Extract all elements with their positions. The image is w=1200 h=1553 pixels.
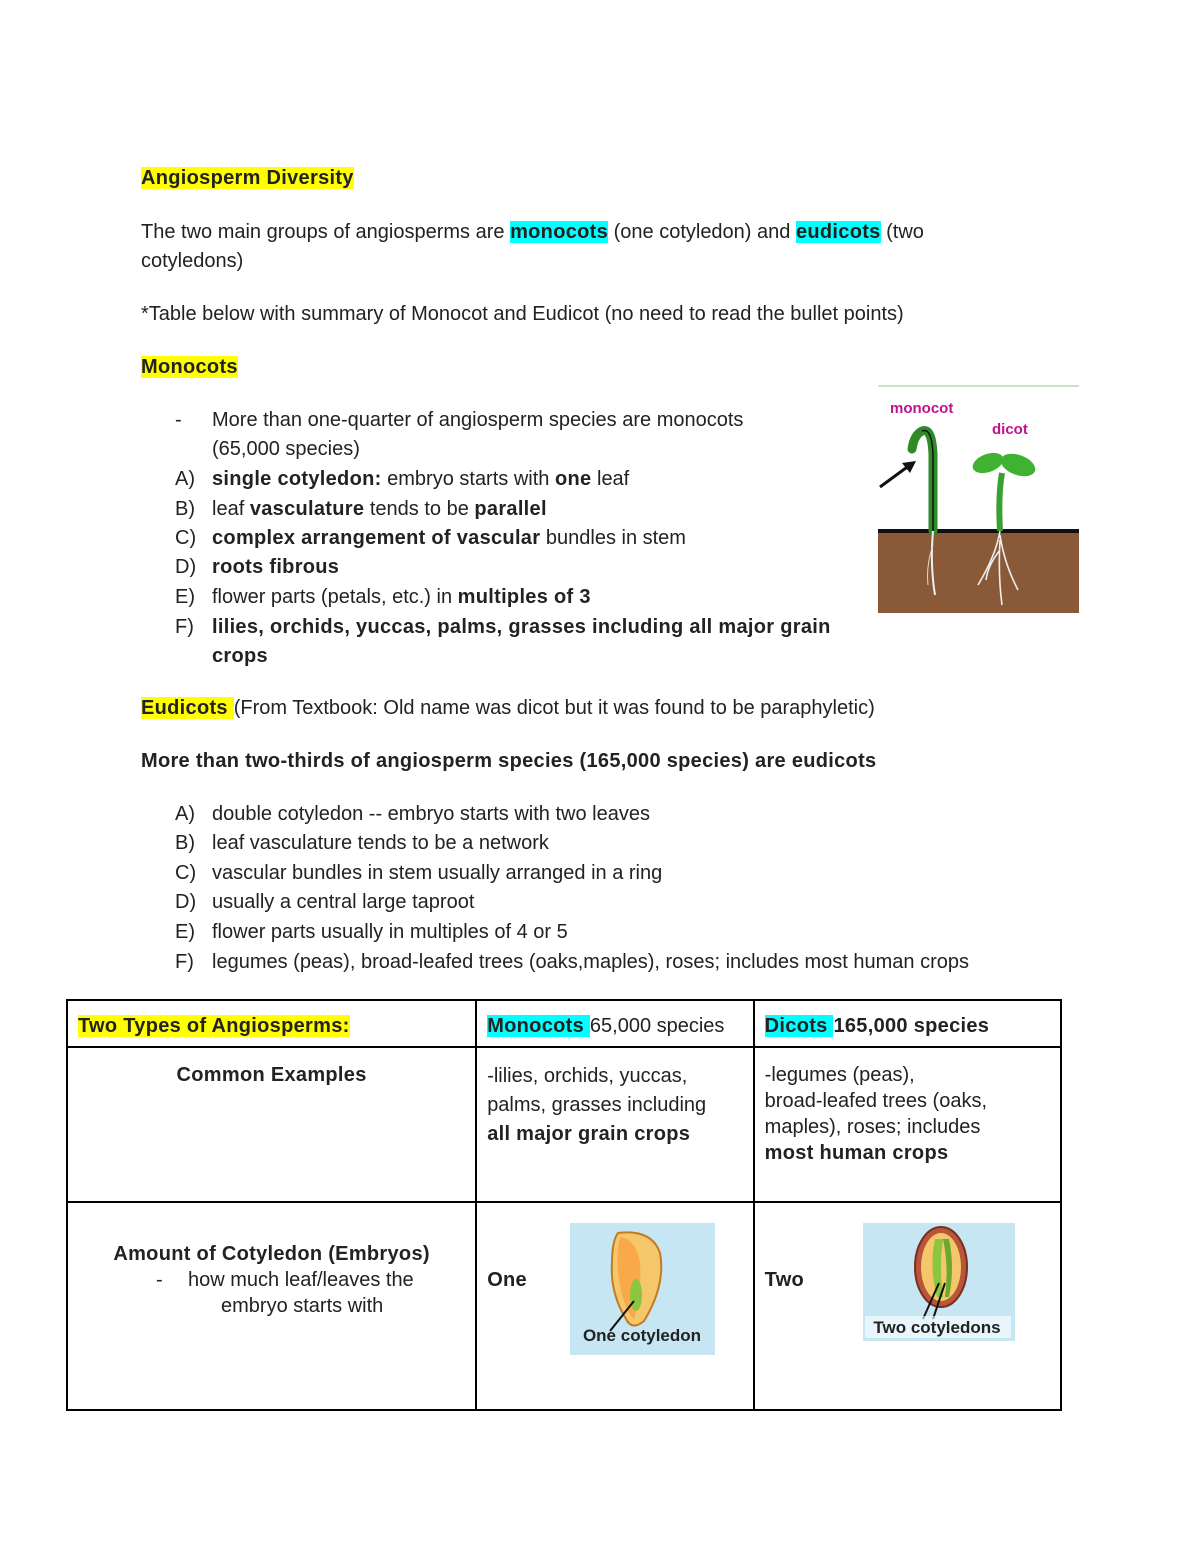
list-marker: B)	[175, 832, 195, 854]
list-marker: F)	[175, 616, 194, 638]
list-marker: E)	[175, 586, 195, 608]
eudicots-summary	[141, 748, 876, 774]
eudicots-heading-text: Eudicots	[141, 697, 234, 719]
header-col3-highlight: Dicots	[764, 1015, 834, 1037]
row-label-cotyledon: Amount of Cotyledon (Embryos)	[113, 1243, 430, 1265]
list-marker: A)	[175, 803, 195, 825]
dicot-label: dicot	[992, 421, 1028, 438]
list-text: vascular bundles in stem usually arranged in a ring	[212, 862, 663, 884]
table-row	[67, 1047, 1061, 1202]
list-text: usually a central large taproot	[212, 891, 475, 913]
table-row	[67, 1202, 1061, 1410]
header-col1: Two Types of Angiosperms:	[78, 1015, 350, 1037]
list-item-text: More than one-quarter of angiosperm species are monocots	[212, 409, 744, 431]
list-text: bundles in stem	[540, 527, 686, 549]
table-cell	[67, 1047, 476, 1202]
monocot-cotyledon-count: One	[487, 1269, 527, 1291]
monocots-heading-text: Monocots	[141, 356, 238, 378]
list-bold: multiples of 3	[457, 586, 591, 608]
list-marker: F)	[175, 951, 194, 973]
table-cell	[754, 1202, 1061, 1410]
list-text: leaf vasculature tends to be a network	[212, 832, 549, 854]
monocot-seed-image	[570, 1223, 715, 1355]
header-col2-rest: 65,000 species	[589, 1015, 725, 1037]
list-bold: single cotyledon:	[212, 468, 382, 490]
list-marker: D)	[175, 556, 197, 578]
dicot-stem	[999, 473, 1002, 531]
header-col2-highlight: Monocots	[487, 1015, 590, 1037]
list-marker: D)	[175, 891, 197, 913]
eudicots-summary-text: More than two-thirds of angiosperm species (165,000 species) are eudicots	[141, 750, 877, 772]
sub-bullet-text: how much leaf/leaves the	[188, 1269, 414, 1291]
list-item-text: (65,000 species)	[212, 438, 360, 460]
header-col3-rest: 165,000 species	[833, 1015, 990, 1037]
cell-text: maples), roses; includes	[764, 1116, 981, 1138]
header-cell	[476, 1000, 753, 1047]
eudicots-heading	[141, 695, 875, 721]
title-text: Angiosperm Diversity	[141, 167, 354, 189]
list-bold: one	[554, 468, 592, 490]
intro-text-3: (two	[880, 221, 924, 243]
monocot-label: monocot	[890, 400, 954, 417]
list-marker: C)	[175, 527, 197, 549]
doc-title	[141, 165, 354, 191]
list-bold: crops	[212, 645, 268, 667]
table-cell	[754, 1047, 1061, 1202]
dicot-seed-caption: Two cotyledons	[873, 1318, 1001, 1337]
intro-text-1: The two main groups of angiosperms are	[141, 221, 511, 243]
row-label-common-examples: Common Examples	[176, 1064, 367, 1086]
sub-bullet: - how much leaf/leaves the embryo starts with	[156, 1269, 414, 1317]
table-note: *Table below with summary of Monocot and Eudicot (no need to read the bullet points)	[141, 303, 904, 325]
list-text: tends to be	[364, 498, 475, 520]
dicot-cotyledon-count: Two	[764, 1269, 805, 1291]
table-header-row	[67, 1000, 1061, 1047]
dicot-seed-image	[863, 1223, 1015, 1341]
table-cell	[476, 1202, 753, 1410]
comparison-table	[66, 999, 1062, 1411]
cell-text: broad-leafed trees (oaks,	[764, 1090, 988, 1112]
monocots-heading	[141, 354, 238, 380]
list-bold: complex arrangement of vascular	[212, 527, 541, 549]
soil	[878, 531, 1079, 613]
intro-text-2: (one cotyledon) and	[608, 221, 796, 243]
cell-text: -legumes (peas),	[764, 1064, 915, 1086]
cell-bold: most human crops	[764, 1142, 949, 1164]
cell-text: palms, grasses including	[487, 1094, 707, 1116]
list-bold: lilies, orchids, yuccas, palms, grasses including all major grain	[212, 616, 831, 638]
seedling-figure	[878, 385, 1079, 613]
list-bold: roots fibrous	[212, 556, 340, 578]
list-bold: parallel	[474, 498, 547, 520]
list-text: flower parts usually in multiples of 4 or 5	[212, 921, 568, 943]
list-marker: C)	[175, 862, 197, 884]
intro-line-2: cotyledons)	[141, 250, 244, 272]
table-cell	[67, 1202, 476, 1410]
list-text: leaf	[591, 468, 630, 490]
cell-bold: all major grain crops	[487, 1123, 691, 1145]
monocot-seed-caption: One cotyledon	[583, 1326, 702, 1345]
header-cell	[67, 1000, 476, 1047]
intro-paragraph	[141, 219, 924, 245]
document-page: Angiosperm Diversity The two main groups of angiosperms are monocots (one cotyledon) and eudicots (two cotyledons) *Table below with summary of Monocot and Eudicot (no need to read the bullet points) Monocots - More than one-quarter of angiosperm species are monocots (65,000 species) A) single cotyledon: embryo starts with one leaf B) leaf vasculature tends to be parallel C) complex arrangement of vascular bundles in stem D) roots fibrous E) flower parts (petals, etc.) in multiples of 3 F) lilies, orchids, yuccas, palms, grasses including all major grain crops monocot dicot Eudicots (From Textbook: Old name was dicot but it was found to be paraphyletic) More than two-thirds of angiosperm species (165,000 species) are eudicots A) double cotyledon -- embryo starts with two leaves B) leaf vasculature tends to be a network C) vascular bundles in stem usually arranged in a ring D) usually a central large taproot E) flower parts usually in multiples of 4 or 5 F) legumes (peas), broad-leafed trees (oaks,maples), roses; includes most human crops Two Types of Angiosperms: Monocots 65,000 species Dicots 165,000 species Common Examples -lilies, orchids, yuccas, palms, grasses including all major grain crops -legumes (peas), broad-leafed trees (oaks, maples), roses; includes most human crops Amount of Cotyledon (Embryos) - how much leaf/leaves the embryo starts with One One cotyledon Two Two cotyledons	[0, 0, 1200, 1553]
list-text: double cotyledon -- embryo starts with two leaves	[212, 803, 650, 825]
list-marker: B)	[175, 498, 195, 520]
list-text: embryo starts with	[381, 468, 555, 490]
eudicots-note: (From Textbook: Old name was dicot but it was found to be paraphyletic)	[233, 697, 875, 719]
sub-bullet-text: embryo starts with	[221, 1295, 384, 1317]
term-eudicots: eudicots	[795, 221, 881, 243]
list-text: flower parts (petals, etc.) in	[212, 586, 458, 608]
list-bold: vasculature	[249, 498, 365, 520]
list-marker: E)	[175, 921, 195, 943]
term-monocots: monocots	[510, 221, 609, 243]
table-cell	[476, 1047, 753, 1202]
list-text: leaf	[212, 498, 250, 520]
list-marker: A)	[175, 468, 195, 490]
header-cell	[754, 1000, 1061, 1047]
cell-text: -lilies, orchids, yuccas,	[487, 1065, 688, 1087]
list-text: legumes (peas), broad-leafed trees (oaks,maples), roses; includes most human crops	[212, 951, 970, 973]
